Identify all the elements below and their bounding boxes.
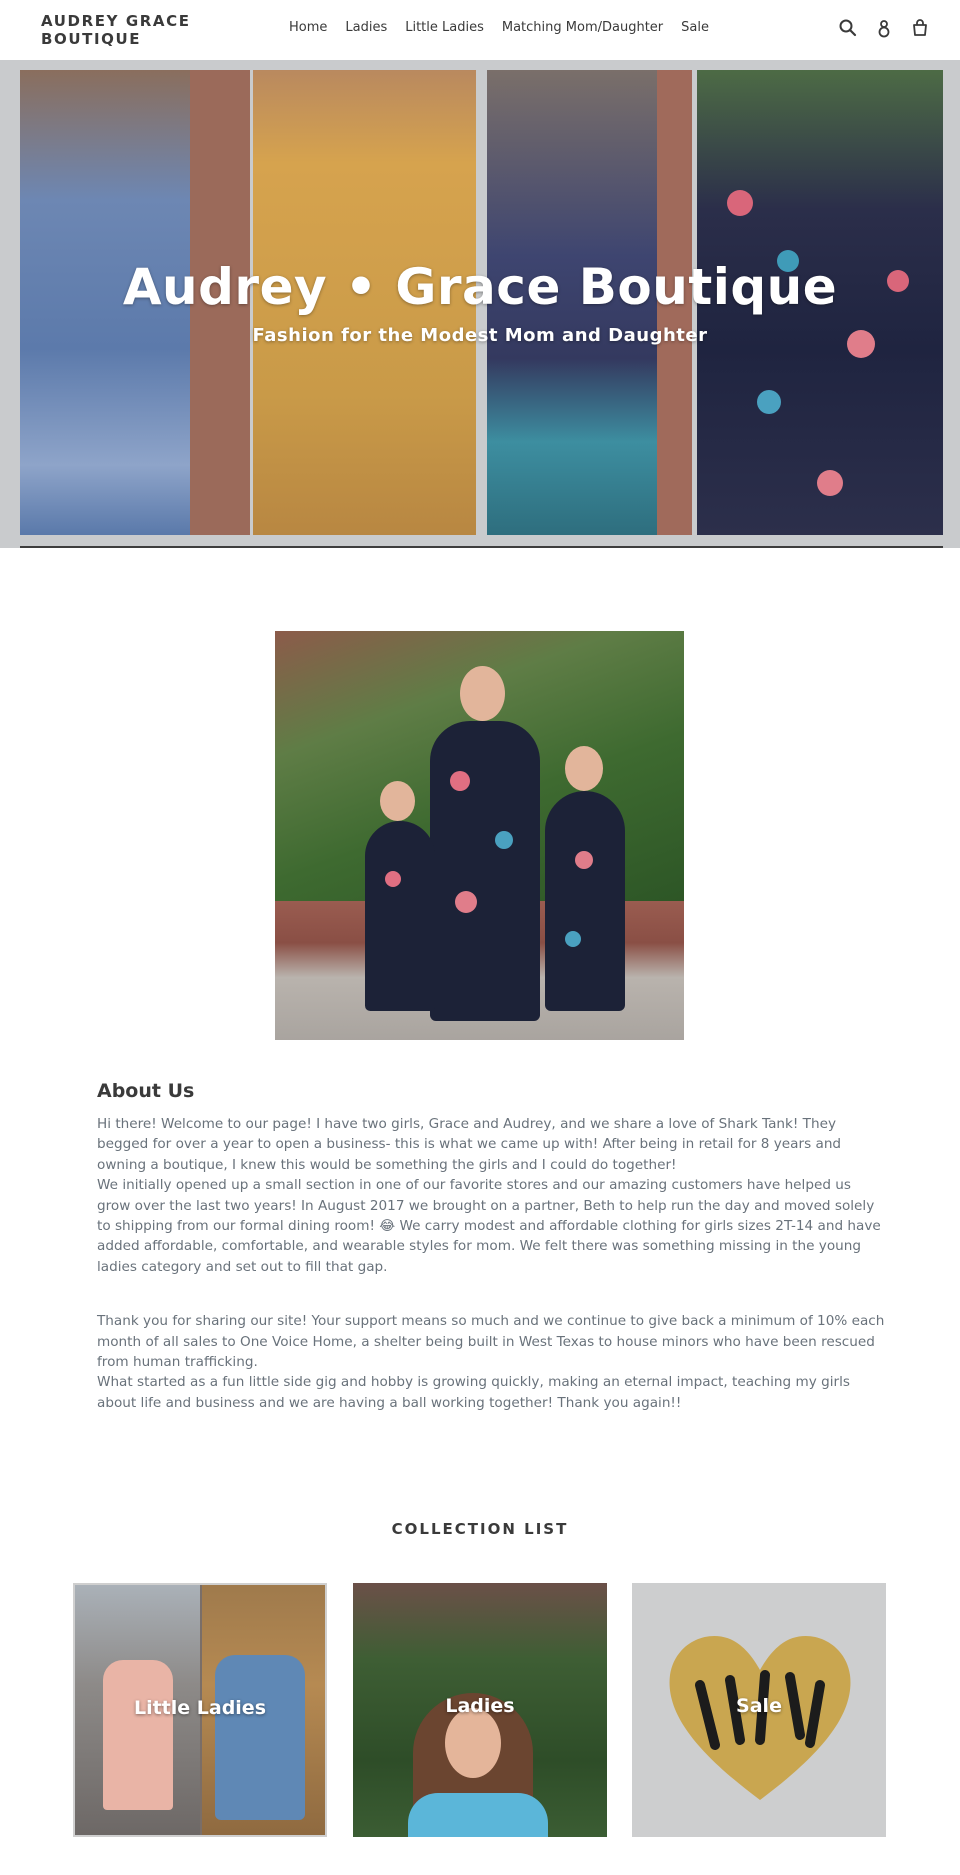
account-icon[interactable] — [874, 18, 894, 38]
cart-icon[interactable] — [910, 18, 930, 38]
nav-matching-mom-daughter[interactable]: Matching Mom/Daughter — [501, 20, 664, 35]
about-paragraph: We initially opened up a small section in one of our favorite stores and our amazing customers have helped us grow over the last two years! In August 2017 we brought on a partner, Beth to help run the day and moved solely to shipping from our formal dining room! 😂 We carry modest and affordable clothing for girls sizes 2T-14 and have added affordable, comfortable, and wearable styles for mom. We felt there was something missing in the young ladies category and set out to fill that gap. — [97, 1177, 881, 1275]
site-logo[interactable]: AUDREY GRACE BOUTIQUE — [41, 12, 191, 48]
collection-heading: COLLECTION LIST — [391, 1520, 569, 1538]
collection-card-sale[interactable] — [632, 1583, 886, 1837]
header-icons — [838, 18, 930, 38]
about-heading: About Us — [97, 1080, 195, 1102]
about-paragraph: What started as a fun little side gig and hobby is growing quickly, making an eternal impact, teaching my girls about life and business and we are having a ball working together! Thank you again!! — [97, 1374, 850, 1411]
family-photo — [275, 631, 684, 1040]
hero-banner — [0, 60, 960, 548]
nav-sale[interactable]: Sale — [681, 20, 709, 35]
nav-little-ladies[interactable]: Little Ladies — [405, 20, 484, 35]
collection-title: Little Ladies — [133, 1697, 267, 1719]
collection-card-ladies[interactable] — [353, 1583, 607, 1837]
about-paragraph: Hi there! Welcome to our page! I have two girls, Grace and Audrey, and we share a love of Shark Tank! They begged for over a year to open a business- this is what we came up with! After being in retail for 8 years and owning a boutique, I knew this would be something the girls and I could do together! — [97, 1116, 842, 1173]
search-icon[interactable] — [838, 18, 858, 38]
hero-bottom-strip — [20, 546, 943, 548]
hero-title: Audrey • Grace Boutique — [122, 258, 838, 316]
collection-title: Ladies — [445, 1695, 515, 1717]
collection-title: Sale — [736, 1695, 782, 1717]
site-header — [0, 0, 960, 60]
main-nav — [289, 20, 709, 35]
hero-subtitle: Fashion for the Modest Mom and Daughter — [252, 325, 708, 346]
nav-home[interactable]: Home — [289, 20, 328, 35]
about-paragraph: Thank you for sharing our site! Your support means so much and we continue to give back a minimum of 10% each month of all sales to One Voice Home, a shelter being built in West Texas to house minors who have been rescued from human trafficking. — [97, 1313, 885, 1371]
nav-ladies[interactable]: Ladies — [345, 20, 388, 35]
collection-card-little-ladies[interactable] — [73, 1583, 327, 1837]
about-text — [97, 1114, 887, 1413]
